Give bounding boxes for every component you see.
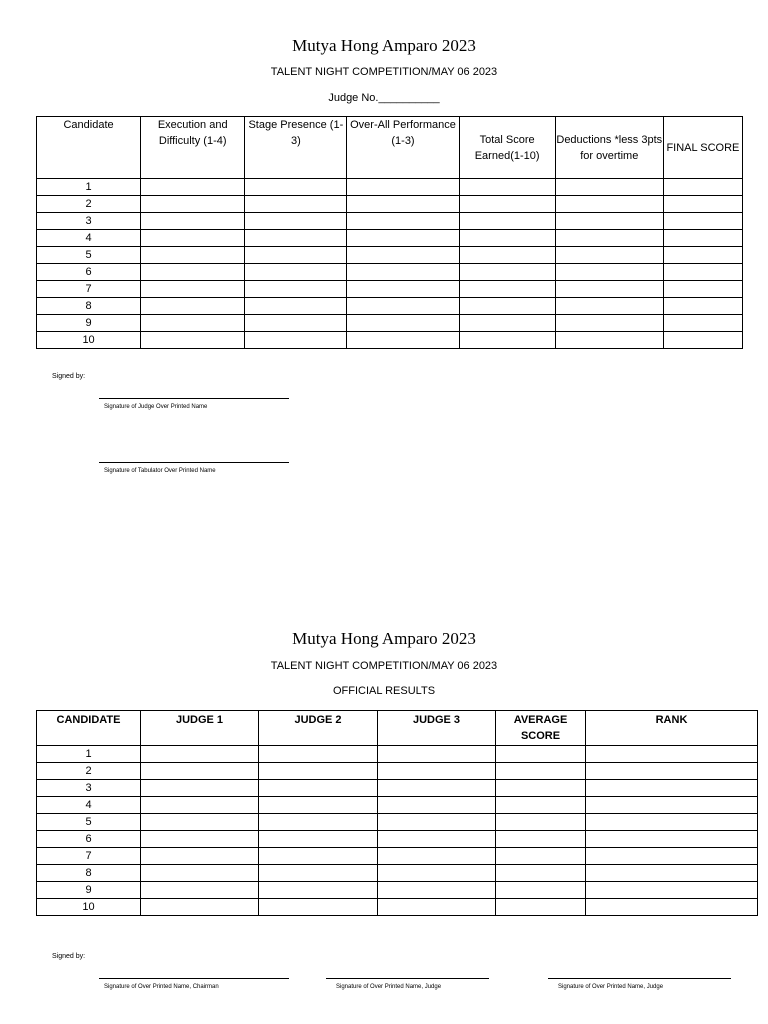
- score-cell[interactable]: [555, 230, 663, 247]
- score-cell[interactable]: [378, 899, 496, 916]
- score-cell[interactable]: [459, 315, 555, 332]
- score-cell[interactable]: [141, 196, 245, 213]
- judge-signature-label: Signature of Judge Over Printed Name: [104, 404, 208, 410]
- candidate-number: 8: [37, 298, 141, 315]
- score-cell[interactable]: [586, 763, 758, 780]
- score-cell[interactable]: [459, 281, 555, 298]
- table-row: [37, 882, 758, 899]
- results-table-header: [37, 711, 758, 746]
- score-cell[interactable]: [141, 332, 245, 349]
- table-row: [37, 230, 743, 247]
- score-cell[interactable]: [259, 763, 378, 780]
- score-cell[interactable]: [586, 865, 758, 882]
- header-judge-2: JUDGE 2: [259, 711, 378, 746]
- score-cell[interactable]: [663, 264, 742, 281]
- table-row: [37, 332, 743, 349]
- score-cell[interactable]: [378, 882, 496, 899]
- score-cell[interactable]: [378, 831, 496, 848]
- header-rank: RANK: [586, 711, 758, 746]
- score-cell[interactable]: [141, 763, 259, 780]
- candidate-number: 5: [37, 247, 141, 264]
- score-cell[interactable]: [555, 196, 663, 213]
- official-results-heading: OFFICIAL RESULTS: [332, 685, 436, 697]
- judge-a-signature-label: Signature of Over Printed Name, Judge: [336, 984, 442, 990]
- score-cell[interactable]: [496, 746, 586, 763]
- score-cell[interactable]: [459, 230, 555, 247]
- score-cell[interactable]: [378, 746, 496, 763]
- score-cell[interactable]: [496, 899, 586, 916]
- score-cell[interactable]: [245, 315, 347, 332]
- score-cell[interactable]: [496, 763, 586, 780]
- score-cell[interactable]: [259, 746, 378, 763]
- score-cell[interactable]: [141, 230, 245, 247]
- score-cell[interactable]: [245, 213, 347, 230]
- score-cell[interactable]: [141, 281, 245, 298]
- header-final-score: FINAL SCORE: [663, 117, 742, 179]
- score-cell[interactable]: [259, 882, 378, 899]
- score-cell[interactable]: [378, 797, 496, 814]
- candidate-number: 6: [37, 264, 141, 281]
- header-average-score: AVERAGE SCORE: [496, 711, 586, 746]
- tabulator-signature-line: [99, 462, 289, 463]
- score-cell[interactable]: [586, 746, 758, 763]
- score-cell[interactable]: [347, 332, 459, 349]
- table-row: [37, 797, 758, 814]
- score-cell[interactable]: [259, 865, 378, 882]
- score-cell[interactable]: [245, 230, 347, 247]
- candidate-number: 7: [37, 848, 141, 865]
- header-total-score: Total Score Earned(1-10): [459, 117, 555, 179]
- score-cell[interactable]: [586, 882, 758, 899]
- score-cell[interactable]: [245, 264, 347, 281]
- score-cell[interactable]: [378, 848, 496, 865]
- results-title: Mutya Hong Amparo 2023: [292, 629, 476, 648]
- score-cell[interactable]: [259, 814, 378, 831]
- score-cell[interactable]: [496, 865, 586, 882]
- score-cell[interactable]: [378, 814, 496, 831]
- score-cell[interactable]: [245, 196, 347, 213]
- header-candidate: Candidate: [37, 117, 141, 179]
- candidate-number: 2: [37, 196, 141, 213]
- score-cell[interactable]: [259, 848, 378, 865]
- score-cell[interactable]: [347, 196, 459, 213]
- table-row: [37, 298, 743, 315]
- score-cell[interactable]: [141, 746, 259, 763]
- score-cell[interactable]: [496, 814, 586, 831]
- form-title: Mutya Hong Amparo 2023: [292, 36, 476, 55]
- candidate-number: 5: [37, 814, 141, 831]
- table-row: [37, 814, 758, 831]
- score-cell[interactable]: [347, 247, 459, 264]
- score-cell[interactable]: [141, 780, 259, 797]
- score-cell[interactable]: [378, 763, 496, 780]
- score-cell[interactable]: [663, 179, 742, 196]
- score-cell[interactable]: [663, 230, 742, 247]
- table-row: [37, 848, 758, 865]
- score-cell[interactable]: [259, 831, 378, 848]
- score-cell[interactable]: [459, 264, 555, 281]
- score-cell[interactable]: [141, 865, 259, 882]
- score-cell[interactable]: [347, 298, 459, 315]
- score-cell[interactable]: [347, 315, 459, 332]
- score-cell[interactable]: [555, 298, 663, 315]
- header-judge-1: JUDGE 1: [141, 711, 259, 746]
- chairman-signature-label: Signature of Over Printed Name, Chairman: [104, 984, 219, 990]
- judge-b-signature-line: [548, 978, 731, 979]
- table-row: [37, 179, 743, 196]
- score-cell[interactable]: [141, 882, 259, 899]
- header-deductions: Deductions *less 3pts for overtime: [555, 117, 663, 179]
- score-cell[interactable]: [245, 332, 347, 349]
- score-cell[interactable]: [245, 298, 347, 315]
- score-cell[interactable]: [141, 298, 245, 315]
- candidate-number: 1: [37, 179, 141, 196]
- score-cell[interactable]: [496, 797, 586, 814]
- score-cell[interactable]: [586, 797, 758, 814]
- score-cell[interactable]: [378, 780, 496, 797]
- score-cell[interactable]: [347, 179, 459, 196]
- candidate-number: 1: [37, 746, 141, 763]
- score-cell[interactable]: [555, 179, 663, 196]
- score-cell[interactable]: [663, 332, 742, 349]
- score-cell[interactable]: [347, 213, 459, 230]
- score-cell[interactable]: [141, 179, 245, 196]
- judge-signature-line: [99, 398, 289, 399]
- table-row: [37, 831, 758, 848]
- score-cell[interactable]: [245, 281, 347, 298]
- header-candidate: CANDIDATE: [37, 711, 141, 746]
- score-cell[interactable]: [347, 264, 459, 281]
- score-cell[interactable]: [378, 865, 496, 882]
- score-cell[interactable]: [141, 213, 245, 230]
- candidate-number: 3: [37, 780, 141, 797]
- table-row: [37, 213, 743, 230]
- candidate-number: 7: [37, 281, 141, 298]
- score-cell[interactable]: [141, 797, 259, 814]
- score-cell[interactable]: [245, 247, 347, 264]
- score-cell[interactable]: [586, 899, 758, 916]
- candidate-number: 2: [37, 763, 141, 780]
- score-cell[interactable]: [663, 213, 742, 230]
- table-row: [37, 763, 758, 780]
- score-cell[interactable]: [555, 315, 663, 332]
- score-cell[interactable]: [555, 213, 663, 230]
- table-row: [37, 196, 743, 213]
- score-cell[interactable]: [141, 247, 245, 264]
- score-cell[interactable]: [459, 332, 555, 349]
- table-row: [37, 899, 758, 916]
- score-cell[interactable]: [459, 196, 555, 213]
- score-cell[interactable]: [459, 179, 555, 196]
- score-cell[interactable]: [245, 179, 347, 196]
- official-results-table: [36, 710, 758, 916]
- header-overall-performance: Over-All Performance (1-3): [347, 117, 459, 179]
- score-cell[interactable]: [586, 831, 758, 848]
- score-cell[interactable]: [586, 780, 758, 797]
- score-table-header: [37, 117, 743, 179]
- score-cell[interactable]: [141, 848, 259, 865]
- results-subtitle: TALENT NIGHT COMPETITION/MAY 06 2023: [270, 660, 498, 672]
- competition-subtitle: TALENT NIGHT COMPETITION/MAY 06 2023: [270, 66, 498, 78]
- judge-a-signature-line: [326, 978, 489, 979]
- score-cell[interactable]: [555, 247, 663, 264]
- score-cell[interactable]: [496, 882, 586, 899]
- score-cell[interactable]: [586, 814, 758, 831]
- candidate-number: 6: [37, 831, 141, 848]
- candidate-number: 9: [37, 315, 141, 332]
- score-cell[interactable]: [259, 899, 378, 916]
- score-cell[interactable]: [141, 899, 259, 916]
- score-cell[interactable]: [555, 332, 663, 349]
- score-cell[interactable]: [586, 848, 758, 865]
- judge-score-table: [36, 116, 743, 349]
- score-cell[interactable]: [259, 780, 378, 797]
- chairman-signature-line: [99, 978, 289, 979]
- candidate-number: 4: [37, 230, 141, 247]
- score-cell[interactable]: [141, 814, 259, 831]
- score-cell[interactable]: [347, 281, 459, 298]
- judge-number: Judge No.__________: [328, 92, 440, 104]
- score-cell[interactable]: [141, 831, 259, 848]
- header-judge-3: JUDGE 3: [378, 711, 496, 746]
- candidate-number: 4: [37, 797, 141, 814]
- table-row: [37, 746, 758, 763]
- judge-b-signature-label: Signature of Over Printed Name, Judge: [558, 984, 664, 990]
- header-stage-presence: Stage Presence (1-3): [245, 117, 347, 179]
- candidate-number: 3: [37, 213, 141, 230]
- candidate-number: 10: [37, 332, 141, 349]
- candidate-number: 9: [37, 882, 141, 899]
- table-row: [37, 264, 743, 281]
- results-signed-by-label: Signed by:: [52, 953, 86, 960]
- table-row: [37, 780, 758, 797]
- score-cell[interactable]: [141, 315, 245, 332]
- score-cell[interactable]: [347, 230, 459, 247]
- table-row: [37, 315, 743, 332]
- candidate-number: 10: [37, 899, 141, 916]
- score-cell[interactable]: [496, 831, 586, 848]
- header-execution: Execution and Difficulty (1-4): [141, 117, 245, 179]
- score-cell[interactable]: [459, 213, 555, 230]
- score-cell[interactable]: [663, 315, 742, 332]
- score-cell[interactable]: [259, 797, 378, 814]
- signed-by-label: Signed by:: [52, 373, 86, 380]
- score-cell[interactable]: [663, 298, 742, 315]
- score-cell[interactable]: [496, 848, 586, 865]
- score-cell[interactable]: [663, 281, 742, 298]
- table-row: [37, 247, 743, 264]
- candidate-number: 8: [37, 865, 141, 882]
- score-cell[interactable]: [459, 298, 555, 315]
- table-row: [37, 281, 743, 298]
- table-row: [37, 865, 758, 882]
- score-cell[interactable]: [663, 196, 742, 213]
- score-cell[interactable]: [496, 780, 586, 797]
- score-cell[interactable]: [663, 247, 742, 264]
- tabulator-signature-label: Signature of Tabulator Over Printed Name: [104, 468, 216, 474]
- score-cell[interactable]: [459, 247, 555, 264]
- score-cell[interactable]: [555, 281, 663, 298]
- score-cell[interactable]: [141, 264, 245, 281]
- score-cell[interactable]: [555, 264, 663, 281]
